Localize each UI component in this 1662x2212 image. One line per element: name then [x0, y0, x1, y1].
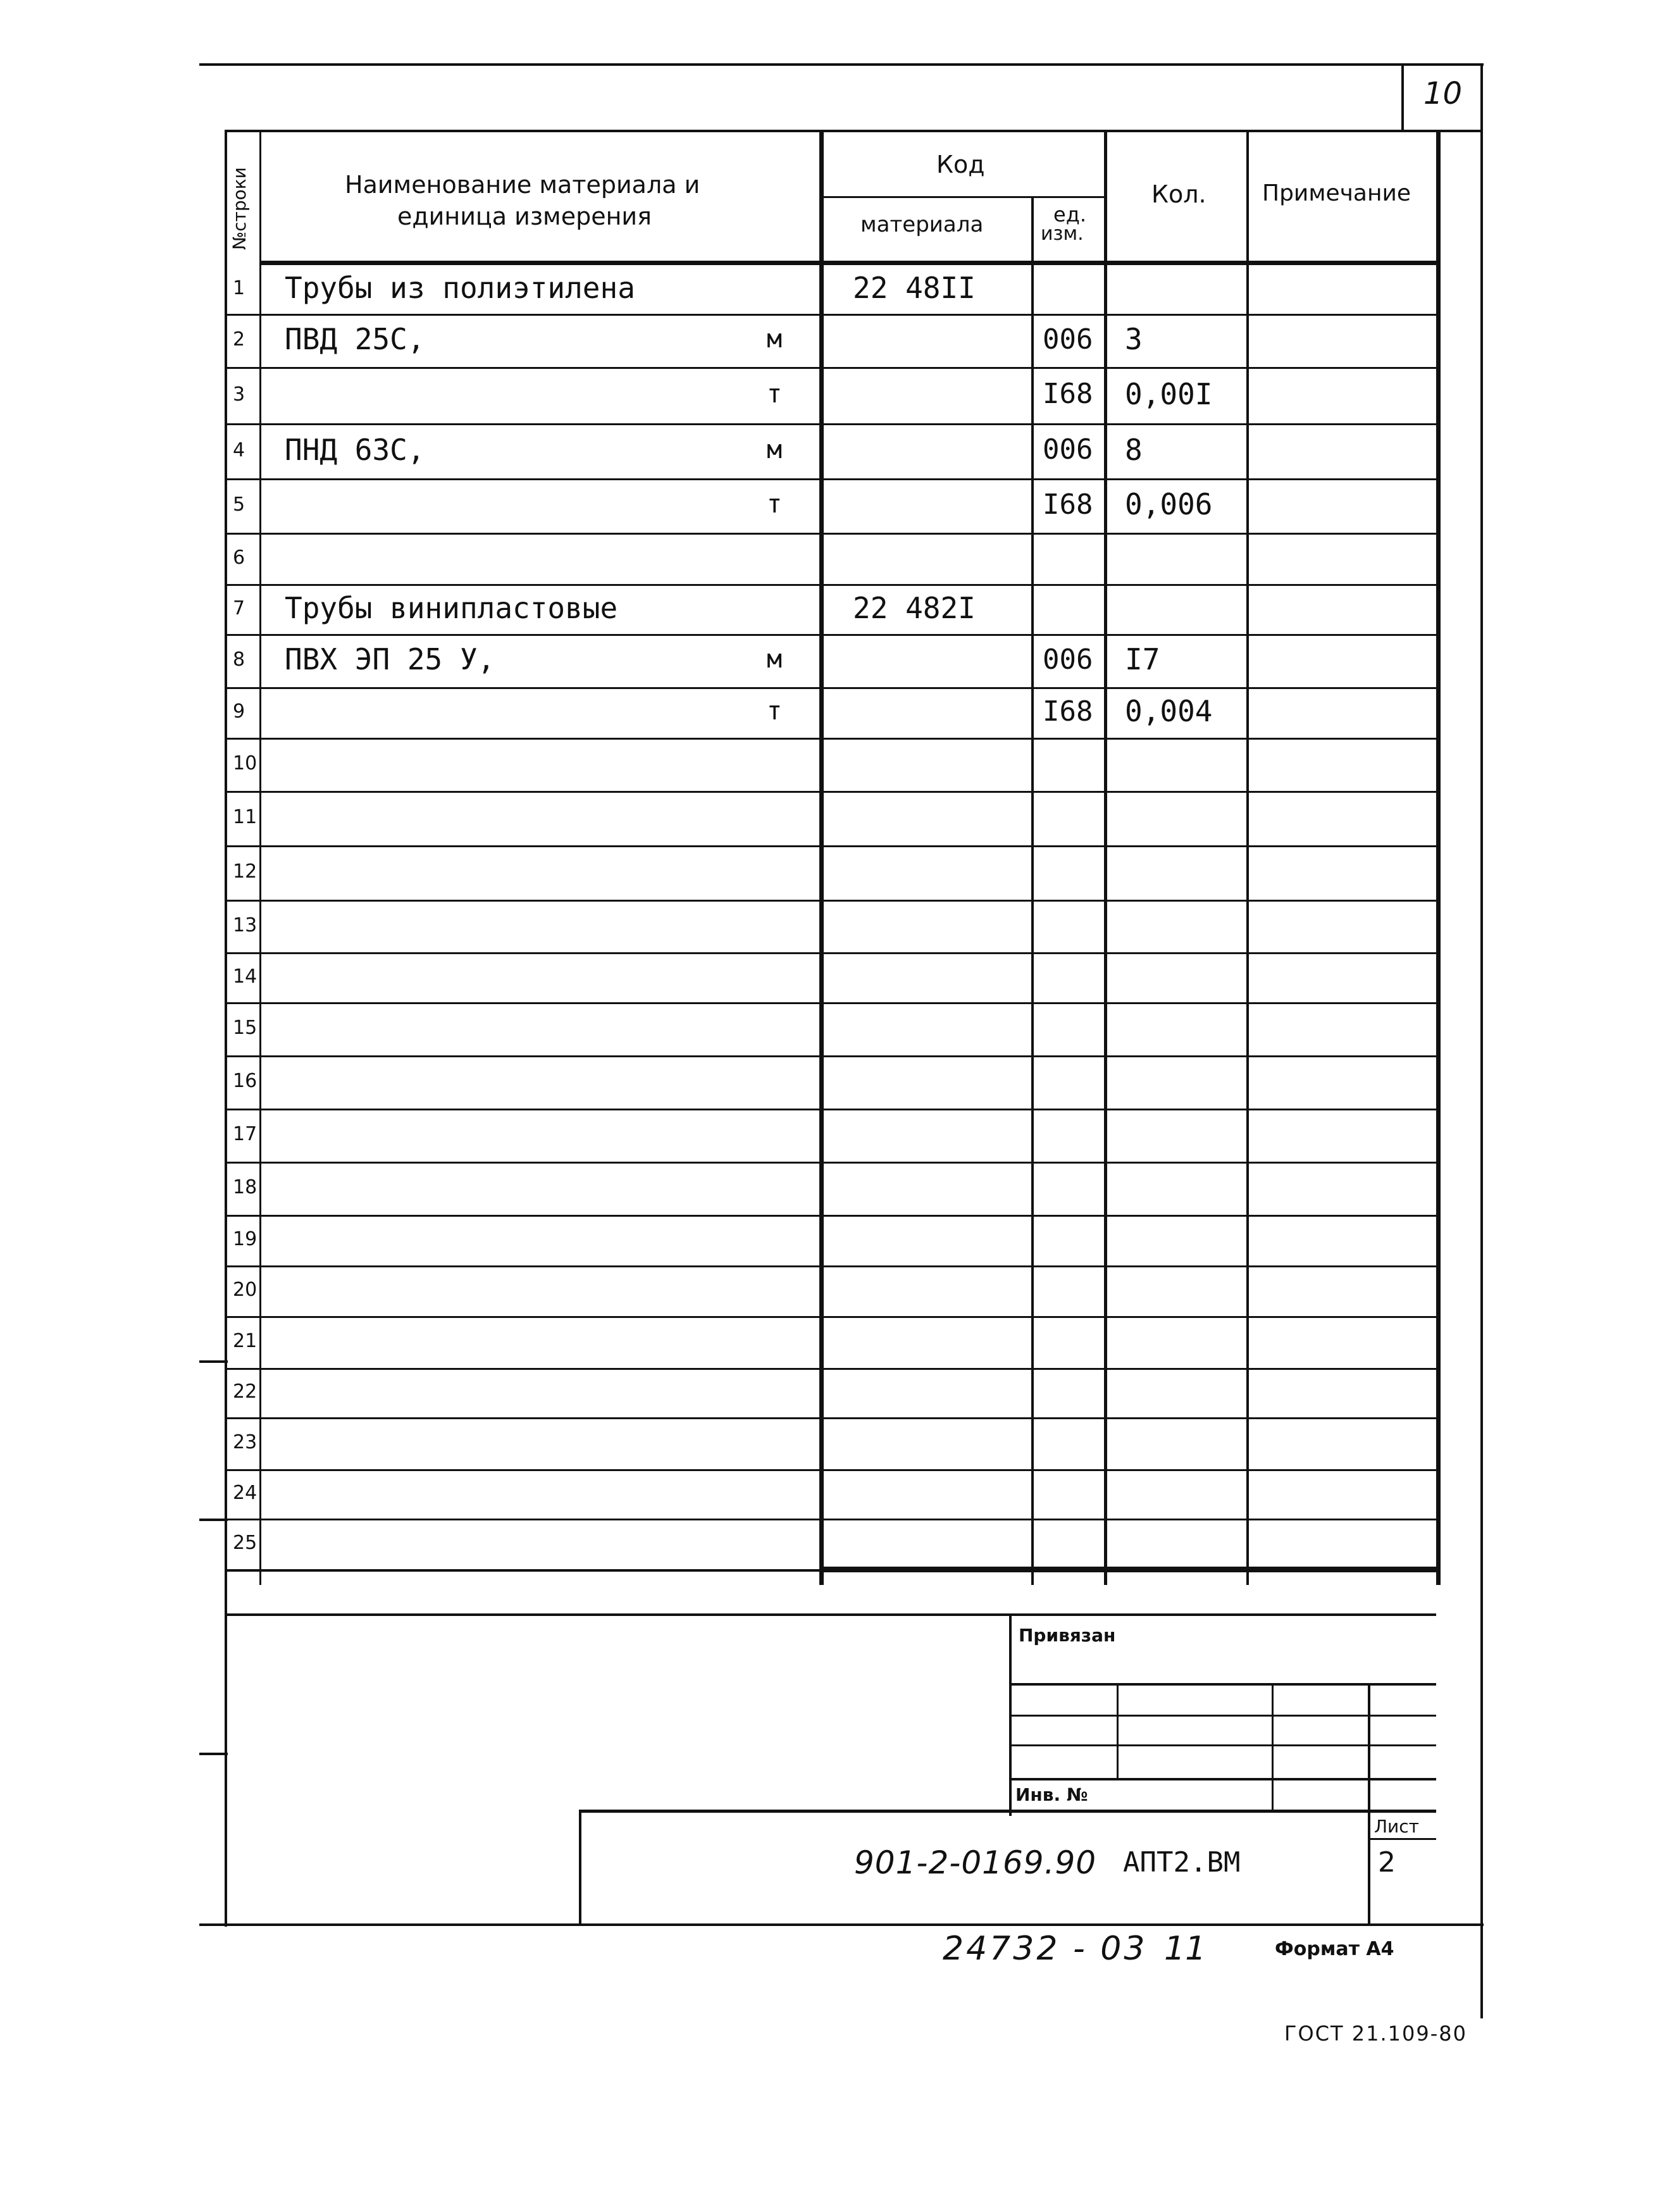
- row-separator: [225, 634, 1438, 636]
- row-number: 25: [233, 1532, 257, 1555]
- row-number: 11: [233, 806, 257, 829]
- header-unit-line2: изм.: [1041, 223, 1084, 245]
- row-number: 19: [233, 1228, 257, 1251]
- unit-letter: м: [767, 435, 783, 464]
- row-number: 13: [233, 914, 257, 936]
- header-note: Примечание: [1262, 180, 1411, 206]
- quantity: I7: [1125, 642, 1160, 677]
- material-name: Трубы из полиэтилена: [285, 271, 635, 306]
- row-number: 21: [233, 1330, 257, 1353]
- table-top-line: [225, 130, 1480, 132]
- row-number: 3: [233, 383, 245, 406]
- unit-column-line: [1031, 196, 1034, 1585]
- quantity: 0,00I: [1125, 376, 1213, 411]
- footer-handwritten-page: 11: [1164, 1930, 1206, 1968]
- row-separator: [225, 845, 1438, 847]
- row-number: 18: [233, 1176, 257, 1199]
- material-column-line: [819, 130, 824, 1585]
- unit-code: I68: [1043, 378, 1093, 411]
- left-margin-tick-2: [199, 1519, 228, 1521]
- quantity: 0,004: [1125, 694, 1213, 729]
- row-separator: [225, 1519, 1438, 1520]
- row-separator: [225, 1002, 1438, 1004]
- note-column-line: [1246, 130, 1249, 1585]
- row-separator: [225, 1215, 1438, 1217]
- stamp-bound-vline2: [1272, 1683, 1274, 1810]
- row-separator: [225, 738, 1438, 740]
- row-number: 23: [233, 1431, 257, 1454]
- header-material-code: материала: [860, 212, 984, 237]
- rownum-column-line: [259, 130, 261, 1585]
- row-number: 5: [233, 494, 245, 516]
- stamp-bound-line3: [1009, 1744, 1436, 1746]
- row-separator: [225, 1368, 1438, 1370]
- row-separator: [225, 1265, 1438, 1267]
- row-separator: [225, 687, 1438, 689]
- unit-letter: т: [767, 490, 783, 519]
- page-number-box-left: [1401, 63, 1404, 130]
- material-name: ПНД 63С,: [285, 432, 425, 467]
- stamp-bound-label: Привязан: [1019, 1625, 1116, 1646]
- row-number: 14: [233, 965, 257, 988]
- row-number: 20: [233, 1279, 257, 1302]
- stamp-sheet-number: 2: [1378, 1846, 1396, 1879]
- quantity: 8: [1125, 432, 1143, 467]
- row-number: 10: [233, 752, 257, 775]
- row-separator: [225, 584, 1438, 586]
- row-number: 12: [233, 861, 257, 883]
- row-separator: [225, 1109, 1438, 1110]
- header-quantity: Кол.: [1151, 180, 1206, 208]
- left-frame-line: [225, 130, 227, 1927]
- row-separator: [225, 1316, 1438, 1318]
- stamp-main-left-line: [579, 1810, 581, 1923]
- unit-code: 006: [1043, 433, 1093, 466]
- row-number: 17: [233, 1123, 257, 1146]
- unit-code: 006: [1043, 643, 1093, 676]
- table-right-line: [1436, 130, 1441, 1585]
- row-separator: [225, 367, 1438, 369]
- row-number: 9: [233, 700, 245, 723]
- stamp-bound-line2: [1009, 1715, 1436, 1717]
- header-row-number: №строки: [229, 167, 250, 250]
- top-line: [199, 63, 1484, 66]
- unit-code: I68: [1043, 695, 1093, 728]
- quantity: 3: [1125, 322, 1143, 357]
- row-number: 24: [233, 1482, 257, 1505]
- code-subheader-line: [819, 196, 1107, 198]
- row-separator: [225, 533, 1438, 535]
- row-separator: [225, 1417, 1438, 1419]
- row-number: 6: [233, 546, 245, 569]
- row-separator: [225, 314, 1438, 316]
- material-name: Трубы винипластовые: [285, 590, 618, 625]
- row-separator: [225, 952, 1438, 954]
- row-number: 4: [233, 438, 245, 461]
- row-separator: [225, 900, 1438, 902]
- stamp-sheet-label: Лист: [1374, 1816, 1419, 1837]
- unit-code: I68: [1043, 488, 1093, 521]
- stamp-inventory-label: Инв. №: [1015, 1784, 1088, 1805]
- row-separator: [225, 1162, 1438, 1164]
- stamp-bound-line1: [1009, 1683, 1436, 1686]
- header-code: Код: [936, 151, 985, 178]
- header-bottom-line: [259, 261, 1439, 265]
- bottom-frame-line: [199, 1923, 1484, 1926]
- qty-column-line: [1104, 130, 1107, 1585]
- stamp-top-line: [225, 1613, 1436, 1616]
- left-margin-tick-1: [199, 1360, 228, 1363]
- stamp-sheet-divider: [1368, 1838, 1436, 1840]
- material-code: 22 482I: [853, 590, 976, 625]
- unit-code: 006: [1043, 323, 1093, 356]
- row-number: 2: [233, 328, 245, 351]
- left-margin-tick-3: [199, 1753, 228, 1755]
- footer-handwritten-number: 24732 - 03: [943, 1930, 1148, 1968]
- row-number: 22: [233, 1381, 257, 1403]
- stamp-bound-vline3: [1368, 1683, 1370, 1923]
- footer-format: Формат А4: [1275, 1938, 1394, 1960]
- header-unit-line1: ед.: [1053, 202, 1086, 227]
- row-separator: [225, 1055, 1438, 1057]
- unit-letter: т: [767, 697, 783, 726]
- stamp-bound-line4: [1009, 1778, 1436, 1780]
- row-separator: [225, 791, 1438, 793]
- footer-gost: ГОСТ 21.109-80: [1284, 2022, 1467, 2046]
- right-frame-line: [1480, 63, 1483, 2018]
- stamp-main-top-line: [579, 1810, 1436, 1813]
- unit-letter: т: [767, 379, 783, 409]
- row-separator: [225, 423, 1438, 425]
- row-number: 1: [233, 277, 245, 300]
- material-name: ПВХ ЭП 25 У,: [285, 642, 495, 677]
- unit-letter: м: [767, 645, 783, 674]
- row-number: 15: [233, 1017, 257, 1040]
- sheet-corner-number: 10: [1423, 76, 1463, 111]
- stamp-document-code: АПТ2.ВМ: [1123, 1846, 1241, 1879]
- row-number: 7: [233, 597, 245, 619]
- stamp-bound-vline1: [1117, 1683, 1119, 1778]
- row-separator: [225, 478, 1438, 480]
- row-number: 8: [233, 649, 245, 671]
- unit-letter: м: [767, 325, 783, 354]
- material-name: ПВД 25С,: [285, 322, 425, 357]
- quantity: 0,006: [1125, 487, 1213, 522]
- table-bold-bottom-line: [819, 1567, 1441, 1572]
- header-material-name-line1: Наименование материала и: [345, 171, 700, 199]
- row-separator: [225, 1469, 1438, 1471]
- header-material-name-line2: единица измерения: [397, 202, 652, 230]
- row-number: 16: [233, 1070, 257, 1093]
- material-code: 22 48II: [853, 271, 976, 306]
- stamp-document-number: 901-2-0169.90: [854, 1844, 1097, 1881]
